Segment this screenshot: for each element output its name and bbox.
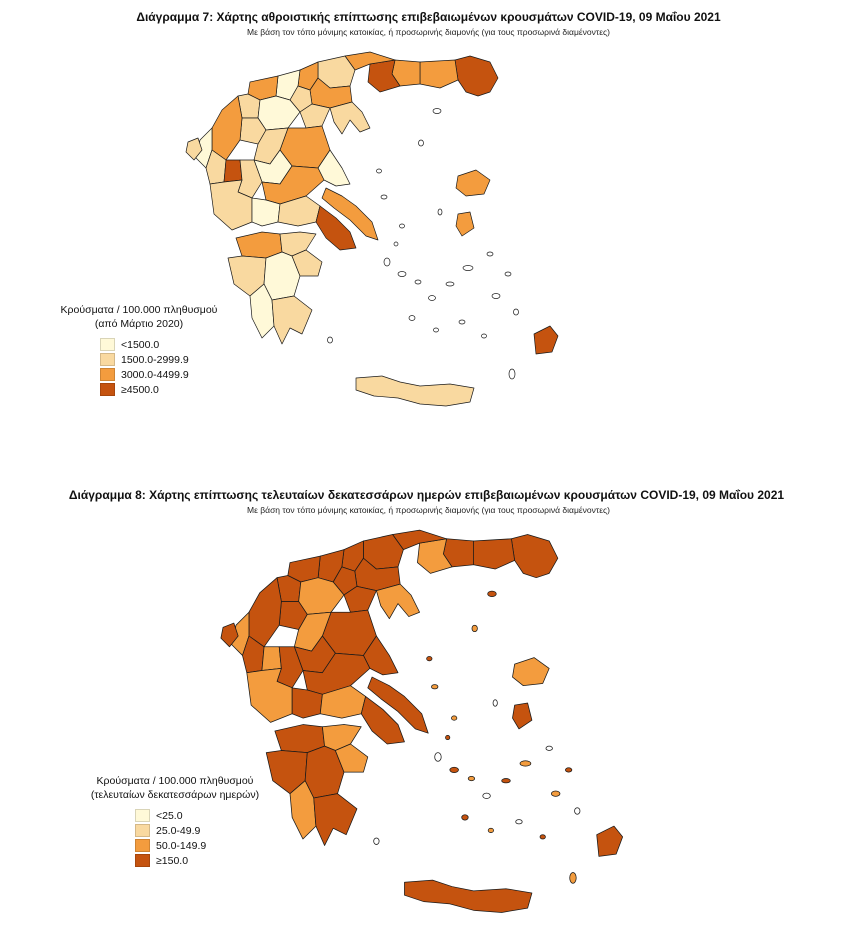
legend-title-line1: Κρούσματα / 100.000 πληθυσμού [96, 775, 254, 787]
map-panel-14day [0, 478, 857, 929]
legend-item [100, 337, 224, 352]
legend-item [100, 367, 224, 382]
legend-label: <25.0 [156, 809, 183, 822]
legend-title-line2: (τελευταίων δεκατεσσάρων ημερών) [90, 789, 260, 801]
map-subtitle: Με βάση τον τόπο μόνιμης κατοικίας, ή προσωρινής διαμονής (για τους προσωρινά διαμένοντες) [247, 27, 610, 37]
legend-title [80, 774, 270, 802]
region-lesvos [512, 658, 549, 686]
map-panel-cumulative [0, 0, 857, 460]
region-crete [404, 880, 531, 912]
region-chios [512, 703, 531, 729]
region-rodopi [474, 539, 515, 569]
legend-swatch [135, 854, 150, 867]
region-evros [455, 56, 498, 96]
legend-label: 50.0-149.9 [156, 839, 207, 852]
legend-label: 3000.0-4499.9 [121, 368, 189, 381]
legend-swatch [100, 353, 115, 366]
map-legend [54, 303, 224, 397]
legend-item [135, 853, 270, 868]
legend-item [100, 352, 224, 367]
legend-title [54, 303, 224, 331]
region-korinthia [322, 725, 361, 751]
region-arta [262, 647, 281, 671]
legend-title-line2: (από Μάρτιο 2020) [94, 318, 184, 330]
legend-item [100, 382, 224, 397]
legend-label: ≥4500.0 [121, 383, 159, 396]
region-lakonia [314, 794, 357, 846]
legend-label: 1500.0-2999.9 [121, 353, 189, 366]
legend-swatch [135, 809, 150, 822]
region-korinthia [280, 232, 316, 256]
legend-item [135, 838, 270, 853]
region-evros [511, 534, 557, 577]
legend-swatch [135, 824, 150, 837]
region-ioannina [249, 578, 281, 647]
region-arta [224, 160, 242, 182]
region-achaia [275, 725, 325, 753]
region-lesvos [456, 170, 490, 196]
region-rodos [534, 326, 558, 354]
legend-swatch [135, 839, 150, 852]
region-lakonia [272, 296, 312, 344]
region-crete [356, 376, 474, 406]
legend-label: 25.0-49.9 [156, 824, 201, 837]
map-title: Διάγραμμα 8: Χάρτης επίπτωσης τελευταίων δεκατεσσάρων ημερών επιβεβαιωμένων κρουσμάτων COVID-19, 09 Μαΐου 2021 [68, 488, 785, 502]
map-subtitle: Με βάση τον τόπο μόνιμης κατοικίας, ή προσωρινής διαμονής (για τους προσωρινά διαμένοντες) [247, 505, 610, 515]
region-chalkidiki [330, 102, 370, 134]
map-legend [80, 774, 270, 868]
region-rodopi [420, 60, 458, 88]
legend-label: <1500.0 [121, 338, 160, 351]
region-chalkidiki [376, 584, 419, 619]
region-achaia [236, 232, 282, 258]
legend-swatch [100, 383, 115, 396]
legend-title-line1: Κρούσματα / 100.000 πληθυσμού [60, 304, 218, 316]
region-rodos [597, 826, 623, 856]
legend-item [135, 808, 270, 823]
legend-item [135, 823, 270, 838]
legend-swatch [100, 338, 115, 351]
legend-label: ≥150.0 [156, 854, 189, 867]
region-chios [456, 212, 474, 236]
map-title: Διάγραμμα 7: Χάρτης αθροιστικής επίπτωσης επιβεβαιωμένων κρουσμάτων COVID-19, 09 Μαΐου 2021 [136, 10, 721, 24]
region-ioannina [212, 96, 242, 160]
legend-swatch [100, 368, 115, 381]
